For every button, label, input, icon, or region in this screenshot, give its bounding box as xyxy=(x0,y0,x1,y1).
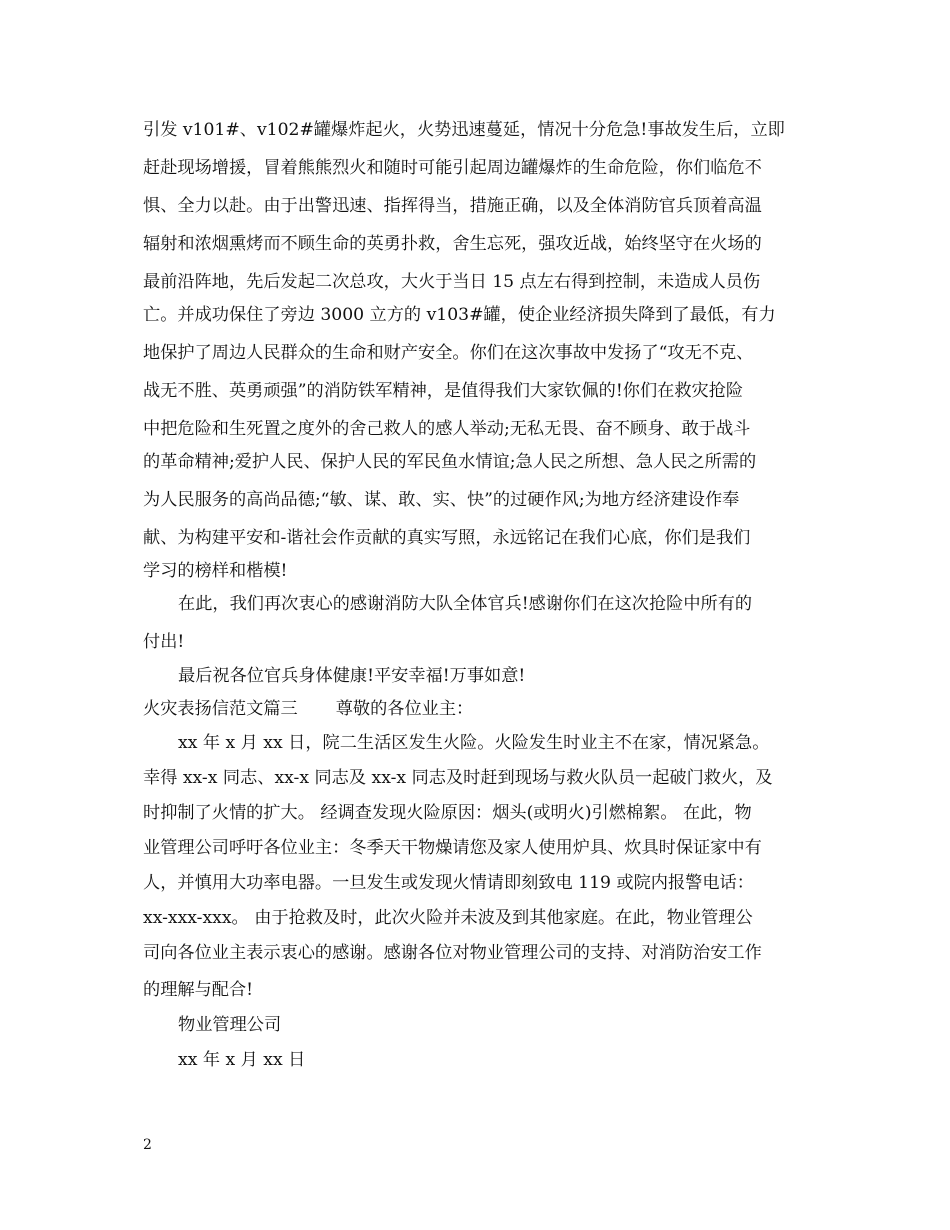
text-line: 为人民服务的高尚品德;“敏、谋、敢、实、快”的过硬作风;为地方经济建设作奉 xyxy=(143,490,740,510)
text-line: 地保护了周边人民群众的生命和财产安全。你们在这次事故中发扬了“攻无不克、 xyxy=(143,343,754,363)
text-line: 引发 v101#、v102#罐爆炸起火，火势迅速蔓延，情况十分危急!事故发生后，立即 xyxy=(143,120,785,140)
text-line: 辐射和浓烟熏烤而不顾生命的英勇扑救，舍生忘死，强攻近战，始终坚守在火场的 xyxy=(143,234,762,254)
text-line: 的革命精神;爱护人民、保护人民的军民鱼水情谊;急人民之所想、急人民之所需的 xyxy=(143,452,757,472)
page-number: 2 xyxy=(143,1137,152,1153)
text-line: 在此，我们再次衷心的感谢消防大队全体官兵!感谢你们在这次抢险中所有的 xyxy=(178,594,753,614)
section-title: 火灾表扬信范文篇三 xyxy=(143,699,298,719)
text-line: 亡。并成功保住了旁边 3000 立方的 v103#罐，使企业经济损失降到了最低，有力 xyxy=(143,305,776,325)
text-line: 战无不胜、英勇顽强”的消防铁军精神，是值得我们大家钦佩的!你们在救灾抢险 xyxy=(143,381,744,401)
paragraph-wishes: 最后祝各位官兵身体健康!平安幸福!万事如意! xyxy=(178,666,526,686)
text-line: 赶赴现场增援，冒着熊熊烈火和随时可能引起周边罐爆炸的生命危险，你们临危不 xyxy=(143,158,762,178)
text-line: 的理解与配合! xyxy=(143,980,254,1000)
text-line: 时抑制了火情的扩大。 经调查发现火险原因：烟头(或明火)引燃棉絮。 在此，物 xyxy=(143,803,752,823)
text-line: 惧、全力以赴。由于出警迅速、指挥得当，措施正确，以及全体消防官兵顶着高温 xyxy=(143,196,762,216)
text-line: xx 年 x 月 xx 日，院二生活区发生火险。火险发生时业主不在家，情况紧急。 xyxy=(178,733,770,753)
text-line: 献、为构建平安和-谐社会作贡献的真实写照，永远铭记在我们心底，你们是我们 xyxy=(143,528,751,548)
text-line: 学习的榜样和楷模! xyxy=(143,561,288,581)
text-line: 幸得 xx-x 同志、xx-x 同志及 xx-x 同志及时赶到现场与救火队员一起破门救火，及 xyxy=(143,768,773,788)
section-heading-row xyxy=(143,699,473,719)
text-line: 付出! xyxy=(143,632,185,652)
signature: 物业管理公司 xyxy=(178,1015,282,1035)
date: xx 年 x 月 xx 日 xyxy=(178,1050,306,1070)
text-line: 最前沿阵地，先后发起二次总攻，大火于当日 15 点左右得到控制，未造成人员伤 xyxy=(143,272,761,292)
text-line: 中把危险和生死置之度外的舍己救人的感人举动;无私无畏、奋不顾身、敢于战斗 xyxy=(143,419,751,439)
salutation: 尊敬的各位业主： xyxy=(335,699,474,719)
text-line: 人，并慎用大功率电器。一旦发生或发现火情请即刻致电 119 或院内报警电话： xyxy=(143,873,754,893)
text-line: 司向各位业主表示衷心的感谢。感谢各位对物业管理公司的支持、对消防治安工作 xyxy=(143,943,762,963)
text-line: 业管理公司呼吁各位业主：冬季天干物燥请您及家人使用炉具、炊具时保证家中有 xyxy=(143,838,762,858)
text-line: xx-xxx-xxx。 由于抢救及时，此次火险并未波及到其他家庭。在此，物业管理公 xyxy=(143,908,753,928)
